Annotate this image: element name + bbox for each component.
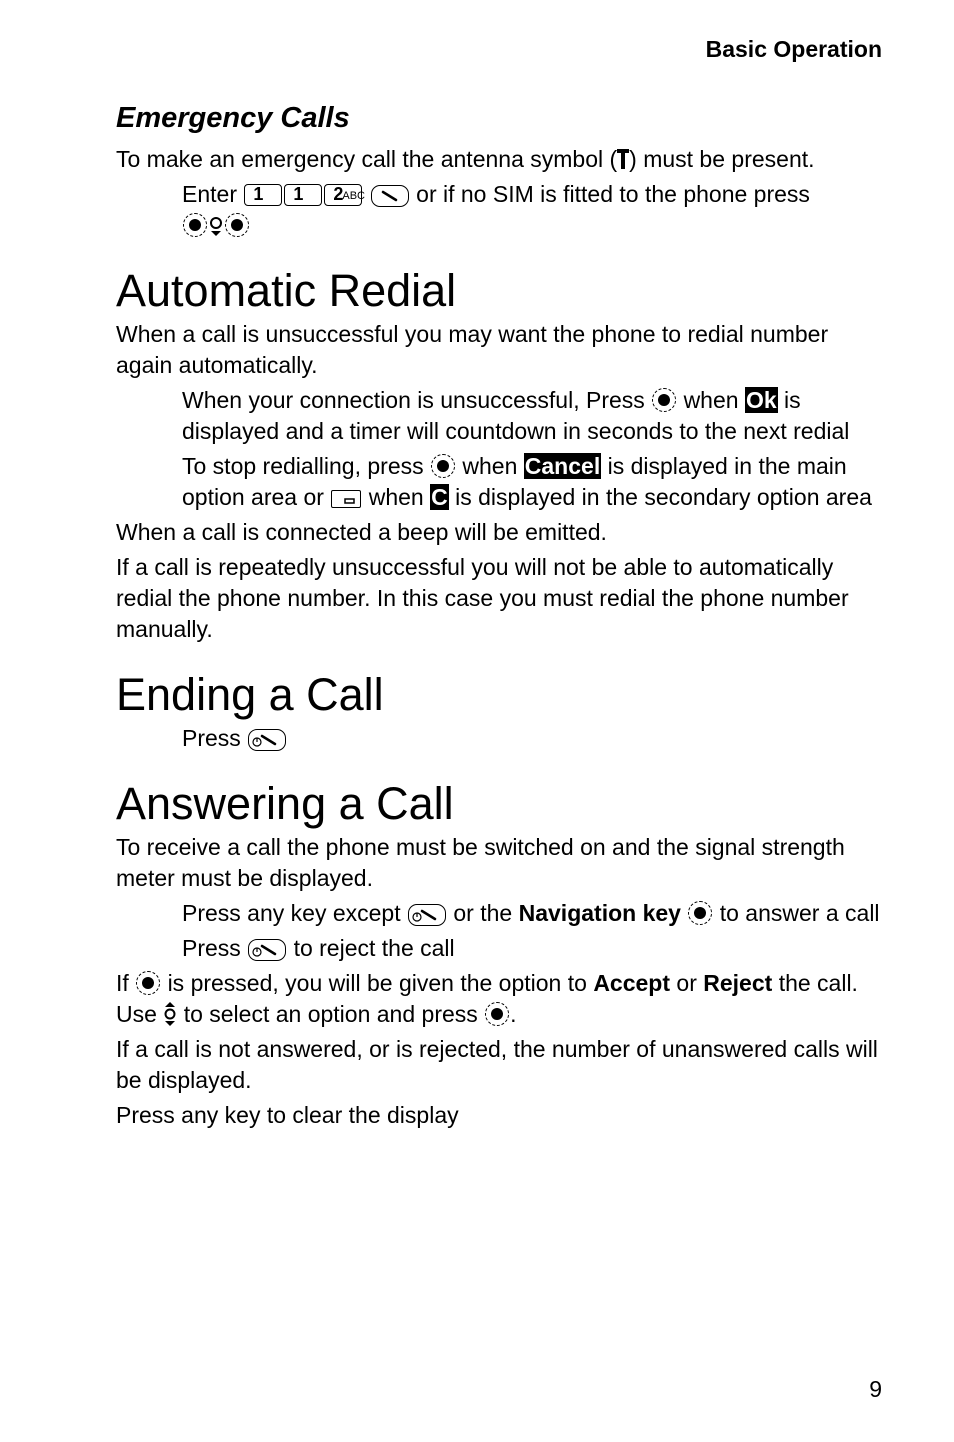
c-softkey-label: C xyxy=(431,484,448,510)
ending-step: Press xyxy=(116,723,886,754)
antenna-icon xyxy=(617,148,629,170)
end-key-icon xyxy=(248,729,286,751)
nav-select-icon xyxy=(136,971,160,995)
answering-options-note: If is pressed, you will be given the option to Accept or Reject the call. Use to select an option and press . xyxy=(116,970,858,1027)
unanswered-calls-note: If a call is not answered, or is rejected, the number of unanswered calls will be displayed. xyxy=(116,1036,878,1093)
ok-softkey-label: Ok xyxy=(745,387,777,413)
cancel-softkey-label: Cancel xyxy=(524,453,601,479)
soft-key-icon xyxy=(331,490,361,508)
redial-repeat-note: If a call is repeatedly unsuccessful you will not be able to automatically redial the phone number. In this case you must redial the phone number manually. xyxy=(116,554,849,642)
nav-select-icon xyxy=(485,1002,509,1026)
answering-step-1: Press any key except or the Navigation key to answer a call xyxy=(182,900,880,926)
page-content xyxy=(116,100,886,1131)
page-number: 9 xyxy=(869,1376,882,1402)
running-header: Basic Operation xyxy=(705,36,882,62)
send-key-icon xyxy=(371,185,409,207)
emergency-step: Enter 1 1 2 ABC or if no SIM is fitted to the phone press xyxy=(116,179,886,241)
redial-step-2: To stop redialling, press when Cancel is displayed in the main option area or when C is displayed in the secondary option area xyxy=(182,453,872,510)
emergency-calls-heading: Emergency Calls xyxy=(116,102,350,134)
end-key-icon xyxy=(248,939,286,961)
redial-intro: When a call is unsuccessful you may want the phone to redial number again automatically. xyxy=(116,321,829,378)
ending-call-heading: Ending a Call xyxy=(116,669,384,720)
key-2-icon: 2 ABC xyxy=(324,184,362,206)
nav-up-down-icon xyxy=(163,1001,177,1027)
emergency-intro: To make an emergency call the antenna symbol ( ) must be present. xyxy=(116,146,815,172)
redial-beep-note: When a call is connected a beep will be emitted. xyxy=(116,519,607,545)
nav-select-icon xyxy=(652,388,676,412)
nav-down-icon xyxy=(208,214,224,238)
nav-select-icon xyxy=(183,213,207,237)
answering-intro: To receive a call the phone must be switched on and the signal strength meter must be displayed. xyxy=(116,834,845,891)
automatic-redial-heading: Automatic Redial xyxy=(116,265,457,316)
key-1-icon: 1 xyxy=(244,184,282,206)
nav-select-icon xyxy=(688,901,712,925)
clear-display-note: Press any key to clear the display xyxy=(116,1102,459,1128)
nav-select-icon xyxy=(431,454,455,478)
nav-select-icon xyxy=(225,213,249,237)
end-key-icon xyxy=(408,904,446,926)
answering-step-2: Press to reject the call xyxy=(182,935,455,961)
answering-call-heading: Answering a Call xyxy=(116,778,454,829)
key-1-icon: 1 xyxy=(284,184,322,206)
redial-step-1: When your connection is unsuccessful, Press when Ok is displayed and a timer will countdown in seconds to the next redial xyxy=(182,387,850,444)
